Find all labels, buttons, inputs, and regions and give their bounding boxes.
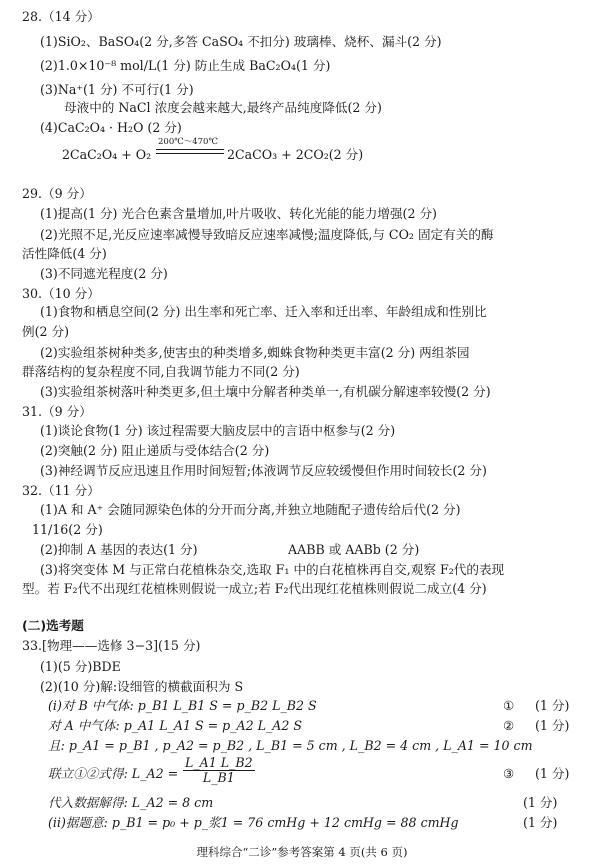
q33-line7: 代入数据解得: L_A2 = 8 cm: [48, 795, 214, 810]
section-heading-elective: (二)选考题: [22, 618, 84, 633]
q33-line4-score: (1 分): [535, 718, 570, 733]
q33-line8-score: (1 分): [523, 815, 558, 830]
q31-header: 31.（9 分）: [22, 404, 92, 419]
equation-marker-2: ②: [503, 718, 515, 733]
q32-line2: 11/16(2 分): [32, 522, 103, 537]
q30-header: 30.（10 分）: [22, 286, 100, 301]
page-footer: 理科综合“二诊”参考答案第 4 页(共 6 页): [196, 845, 408, 859]
q28-equation-condition: 200℃～470℃: [158, 137, 218, 147]
q33-line4: 对 A 中气体: p_A1 L_A1 S = p_A2 L_A2 S: [48, 718, 303, 733]
q28-line3: (3)Na⁺(1 分) 不可行(1 分): [40, 82, 194, 97]
q29-header: 29.（9 分）: [22, 186, 92, 201]
q28-equation-left: 2CaC₂O₄ + O₂: [62, 147, 152, 162]
q28-equation-arrow-top: [156, 149, 224, 150]
q30-line2: 例(2 分): [22, 324, 70, 339]
q33-line1: (1)(5 分)BDE: [40, 659, 121, 674]
q32-line5: 型。若 F₂代不出现红花植株则假说一成立;若 F₂代出现红花植株则假说二成立(4 分): [22, 581, 487, 596]
q28-header: 28.（14 分）: [22, 9, 100, 24]
q33-line2: (2)(10 分)解:设细管的横截面积为 S: [40, 679, 244, 694]
q29-line4: (3)不同遮光程度(2 分): [40, 266, 168, 281]
q31-line2: (2)突触(2 分) 阻止递质与受体结合(2 分): [40, 443, 270, 458]
q33-fraction: [183, 756, 255, 785]
q33-line3-score: (1 分): [535, 698, 570, 713]
q32-line3b: AABB 或 AABb (2 分): [288, 542, 420, 557]
q33-line7-score: (1 分): [523, 795, 558, 810]
q32-line3a: (2)抑制 A 基因的表达(1 分): [40, 542, 198, 557]
equation-marker-3: ③: [503, 766, 515, 781]
q30-line1: (1)食物和栖息空间(2 分) 出生率和死亡率、迁入率和迁出率、年龄组成和性别比: [40, 304, 487, 319]
q28-line2: (2)1.0×10⁻⁸ mol/L(1 分) 防止生成 BaC₂O₄(1 分): [40, 58, 331, 73]
q29-line3: 活性降低(4 分): [22, 246, 107, 261]
q32-line4: (3)将突变体 M 与正常白花植株杂交,选取 F₁ 中的白花植株再自交,观察 F₂代的表现: [40, 562, 505, 577]
q33-line6-prefix: 联立①②式得: L_A2 =: [48, 766, 179, 781]
q29-line2: (2)光照不足,光反应速率减慢导致暗反应速率减慢;温度降低,与 CO₂ 固定有关的酶: [40, 227, 494, 242]
q30-line3: (2)实验组茶树种类多,使害虫的种类增多,蜘蛛食物种类更丰富(2 分) 两组茶园: [40, 345, 470, 360]
q28-line1: (1)SiO₂、BaSO₄(2 分,多答 CaSO₄ 不扣分) 玻璃棒、烧杯、漏斗(2 分): [40, 34, 442, 49]
q33-line5: 且: p_A1 = p_B1 , p_A2 = p_B2 , L_B1 = 5 cm , L_B2 = 4 cm , L_A1 = 10 cm: [48, 738, 533, 753]
q33-line6-score: (1 分): [535, 766, 570, 781]
q30-line4: 群落结构的复杂程度不同,自我调节能力不同(2 分): [22, 364, 300, 379]
q28-equation-arrow-bottom: [156, 153, 224, 154]
q31-line3: (3)神经调节反应迅速且作用时间短暂;体液调节反应较缓慢但作用时间较长(2 分): [40, 463, 487, 478]
q32-line1: (1)A 和 A⁺ 会随同源染色体的分开而分离,并独立地随配子遗传给后代(2 分): [40, 502, 461, 517]
q31-line1: (1)谈论食物(1 分) 该过程需要大脑皮层中的言语中枢参与(2 分): [40, 423, 396, 438]
q33-fraction-numerator: L_A1 L_B2: [185, 755, 253, 770]
q32-header: 32.（11 分）: [22, 483, 100, 498]
equation-marker-1: ①: [503, 698, 515, 713]
q33-fraction-denominator: L_B1: [202, 770, 235, 785]
q33-line8: (ⅱ)据题意: p_B1 = p₀ + p_浆1 = 76 cmHg + 12 cmHg = 88 cmHg: [48, 815, 459, 830]
q30-line5: (3)实验组茶树落叶种类更多,但土壤中分解者种类单一,有机碳分解速率较慢(2 分): [40, 384, 491, 399]
q28-line4: 母液中的 NaCl 浓度会越来越大,最终产品纯度降低(2 分): [64, 100, 382, 115]
q29-line1: (1)提高(1 分) 光合色素含量增加,叶片吸收、转化光能的能力增强(2 分): [40, 206, 437, 221]
q28-equation-right: 2CaCO₃ + 2CO₂(2 分): [227, 147, 364, 162]
q33-line3: (ⅰ)对 B 中气体: p_B1 L_B1 S = p_B2 L_B2 S: [48, 698, 317, 713]
q33-header: 33.[物理——选修 3−3](15 分): [22, 638, 201, 653]
q28-line5: (4)CaC₂O₄ · H₂O (2 分): [40, 120, 182, 135]
